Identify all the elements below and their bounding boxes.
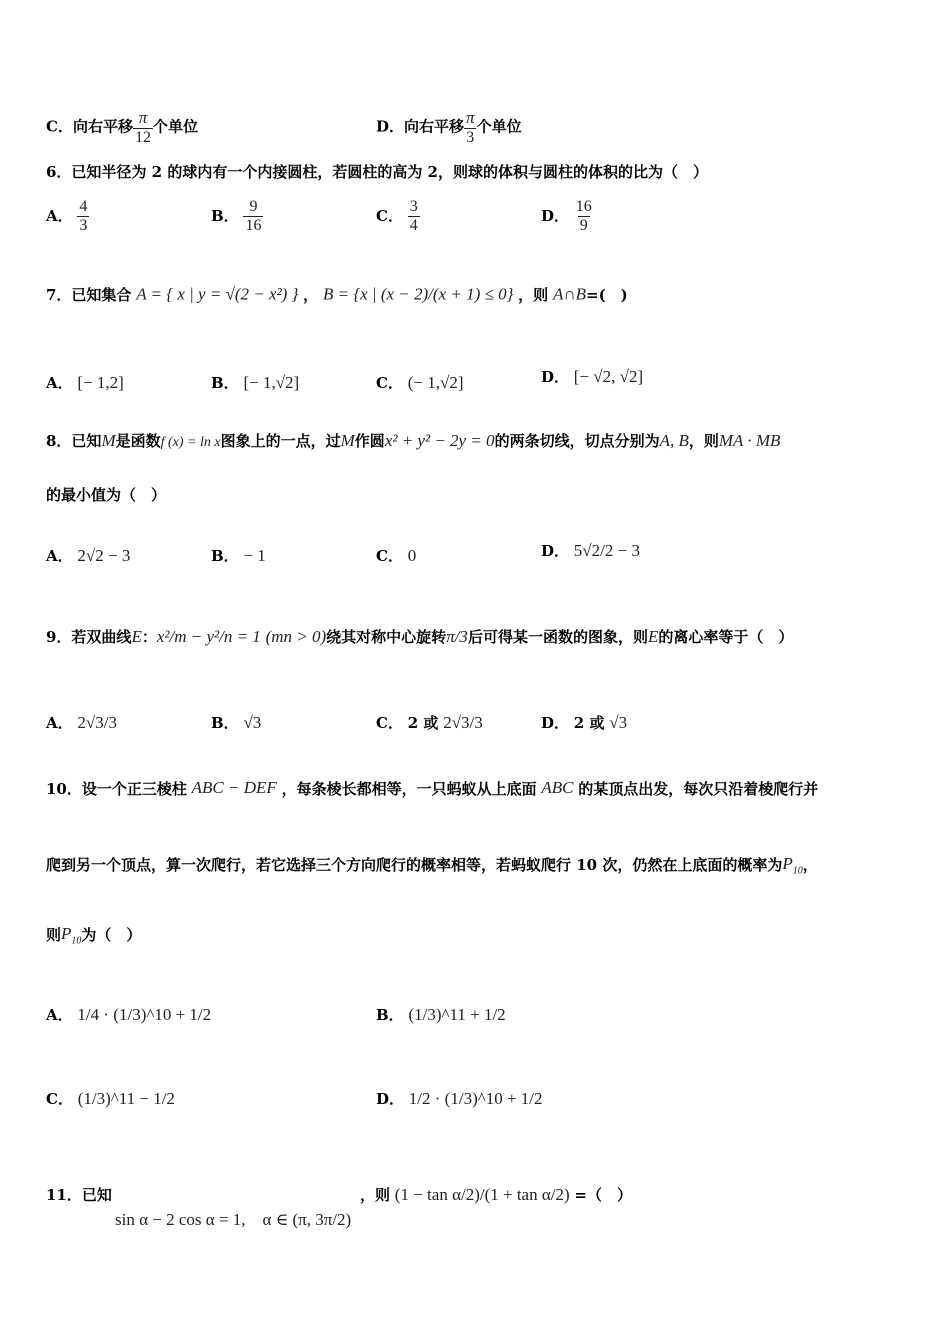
option-label: A． (46, 1006, 73, 1024)
q9-option-a (46, 712, 117, 733)
stem-text: 11．已知 (46, 1186, 112, 1204)
option-value-extra: 2√3/3 (443, 713, 483, 732)
denominator: 9 (579, 217, 588, 235)
stem-text: 的两条切线，切点分别为 (494, 432, 660, 450)
stem-text: ： (141, 628, 157, 646)
p-letter: P (782, 854, 793, 873)
q11-stem-2 (360, 1184, 632, 1205)
p-subscript: 10 (792, 865, 803, 877)
stem-text: 是函数 (115, 432, 161, 450)
option-value: 2√2 − 3 (77, 546, 131, 565)
q10-stem-line3 (46, 924, 141, 946)
option-value: √3 (243, 713, 262, 732)
q9-option-d (541, 712, 627, 733)
option-value: (1/3)^11 + 1/2 (408, 1005, 506, 1024)
angle-formula: π/3 (446, 627, 468, 646)
q11-stem (46, 1184, 112, 1205)
q6-option-c (376, 198, 420, 236)
option-text: 向右平移 (72, 117, 133, 136)
option-label: C． (376, 206, 403, 225)
stem-text: ， (303, 286, 319, 304)
option-value: 2 或 (407, 714, 439, 732)
option-value: (1/3)^11 − 1/2 (77, 1089, 175, 1108)
points-ab: A, B (659, 431, 689, 450)
stem-text: 后可得某一函数的图象，则 (467, 628, 648, 646)
fraction (243, 198, 263, 236)
option-text: 个单位 (152, 117, 198, 136)
prism-formula: ABC − DEF (191, 778, 277, 797)
curve-e: E (647, 627, 659, 646)
q8-option-c (376, 545, 416, 566)
q10-stem-line1 (46, 778, 818, 799)
q6-stem: 6．已知半径为 2 的球内有一个内接圆柱，若圆柱的高为 2，则球的体积与圆柱的体积的比为（ ） (46, 163, 708, 181)
option-value: 1/4 · (1/3)^10 + 1/2 (77, 1005, 212, 1024)
stem-text: 8．已知 (46, 432, 102, 450)
stem-text: 7．已知集合 (46, 286, 132, 304)
numerator: 9 (249, 198, 258, 215)
numerator: 16 (575, 198, 592, 215)
option-label: D． (376, 1090, 405, 1108)
option-value: 5√2/2 − 3 (573, 541, 640, 560)
numerator: π (138, 108, 148, 127)
option-label: D． (541, 542, 570, 560)
circle-formula: x² + y² − 2y = 0 (384, 431, 495, 450)
face-abc: ABC (541, 778, 574, 797)
option-value: [− √2, √2] (573, 367, 644, 386)
q10-option-a (46, 1004, 211, 1025)
p10-symbol (782, 854, 803, 877)
option-value: 0 (407, 546, 417, 565)
q5-option-c (46, 108, 198, 147)
option-label: C． (46, 1090, 73, 1108)
stem-text: 的某顶点出发，每次只沿着棱爬行并 (578, 780, 819, 798)
q8-option-a (46, 545, 130, 566)
q9-stem (46, 626, 793, 647)
tan-expression: (1 − tan α/2)/(1 + tan α/2) (394, 1185, 570, 1204)
p10-symbol (61, 924, 82, 947)
stem-text: 10．设一个正三棱柱 (46, 780, 187, 798)
stem-text: =( ) (586, 286, 628, 304)
stem-text: 的离心率等于（ ） (658, 628, 794, 646)
stem-text: 图象上的一点，过 (220, 432, 341, 450)
q7-option-c (376, 372, 463, 393)
option-label: C． (376, 374, 403, 392)
q5-option-d (376, 108, 522, 147)
p-subscript: 10 (71, 935, 82, 947)
numerator: π (466, 108, 475, 127)
option-label: B． (376, 1006, 404, 1024)
option-label: D． (541, 368, 570, 386)
stem-text: 为（ ） (81, 926, 142, 944)
option-label: B． (211, 206, 239, 225)
option-value: [− 1,2] (77, 373, 124, 392)
fraction (408, 198, 420, 236)
q9-option-c (376, 712, 483, 733)
condition-formula: (mn > 0) (265, 627, 327, 646)
option-label: D． (376, 117, 405, 136)
option-label: C． (376, 547, 403, 565)
denominator: 16 (245, 217, 262, 235)
q10-option-c (46, 1088, 175, 1109)
option-label: C． (376, 714, 403, 732)
q6-option-a (46, 198, 89, 236)
hyperbola-formula: x²/m − y²/n = 1 (156, 627, 261, 646)
point-m: M (101, 431, 116, 450)
option-label: A． (46, 547, 73, 565)
option-text: 向右平移 (404, 117, 465, 136)
p-letter: P (61, 924, 72, 943)
q10-option-d (376, 1088, 543, 1109)
option-label: C． (46, 117, 73, 136)
numerator: 4 (79, 198, 88, 215)
option-label: A． (46, 206, 73, 225)
stem-text: ，则 (518, 286, 549, 304)
numerator: 3 (409, 198, 418, 215)
fraction (574, 198, 594, 236)
stem-text: 9．若双曲线 (46, 628, 132, 646)
stem-text: ，则 (688, 432, 719, 450)
q8-option-d (541, 540, 640, 561)
option-value: [− 1,√2] (243, 373, 300, 392)
q6-option-b (211, 198, 263, 236)
curve-e: E (131, 627, 142, 646)
option-label: D． (541, 206, 570, 225)
fraction (464, 108, 477, 147)
dot-product-formula: MA · MB (718, 431, 781, 450)
option-value: − 1 (243, 546, 266, 565)
q8-stem (46, 430, 780, 451)
option-text: 个单位 (476, 117, 522, 136)
denominator: 4 (409, 217, 418, 235)
q8-stem-line2: 的最小值为（ ） (46, 486, 167, 504)
q11-condition: sin α − 2 cos α = 1, α ∈ (π, 3π/2) (115, 1210, 352, 1229)
q10-stem-line2 (46, 854, 818, 876)
point-m: M (340, 431, 355, 450)
q9-option-b (211, 712, 261, 733)
fraction (77, 198, 89, 236)
intersection-formula: A∩B (552, 284, 586, 304)
q7-option-b (211, 372, 299, 393)
denominator: 12 (134, 128, 151, 146)
stem-text: ， (802, 856, 818, 874)
q6-option-d (541, 198, 594, 236)
option-value: (− 1,√2] (407, 373, 464, 392)
q7-option-d (541, 366, 643, 387)
stem-text: 作圆 (354, 432, 385, 450)
set-a-formula: A = { x | y = √(2 − x²) } (136, 284, 299, 304)
option-label: A． (46, 714, 73, 732)
option-value-extra: √3 (609, 713, 628, 732)
option-label: B． (211, 714, 239, 732)
q7-stem (46, 284, 628, 305)
set-b-formula: B = {x | (x − 2)/(x + 1) ≤ 0} (322, 284, 514, 304)
stem-text: 绕其对称中心旋转 (326, 628, 447, 646)
option-value: 2√3/3 (77, 713, 117, 732)
option-label: A． (46, 374, 73, 392)
option-value: 2 或 (573, 714, 605, 732)
stem-text: ，每条棱长都相等，一只蚂蚁从上底面 (281, 780, 537, 798)
stem-text: ，则 (360, 1186, 391, 1204)
q8-option-b (211, 545, 266, 566)
q10-option-b (376, 1004, 506, 1025)
q7-option-a (46, 372, 124, 393)
option-label: D． (541, 714, 570, 732)
option-label: B． (211, 374, 239, 392)
fraction (133, 108, 153, 147)
option-label: B． (211, 547, 239, 565)
function-formula: f (x) = ln x (160, 435, 221, 450)
option-value: 1/2 · (1/3)^10 + 1/2 (408, 1089, 543, 1108)
stem-text: 则 (46, 926, 62, 944)
denominator: 3 (466, 128, 475, 146)
stem-text: =（ ） (574, 1186, 632, 1204)
denominator: 3 (79, 217, 88, 235)
stem-text: 爬到另一个顶点，算一次爬行，若它选择三个方向爬行的概率相等，若蚂蚁爬行 10 次，仍然在上底面的概率为 (46, 856, 783, 874)
